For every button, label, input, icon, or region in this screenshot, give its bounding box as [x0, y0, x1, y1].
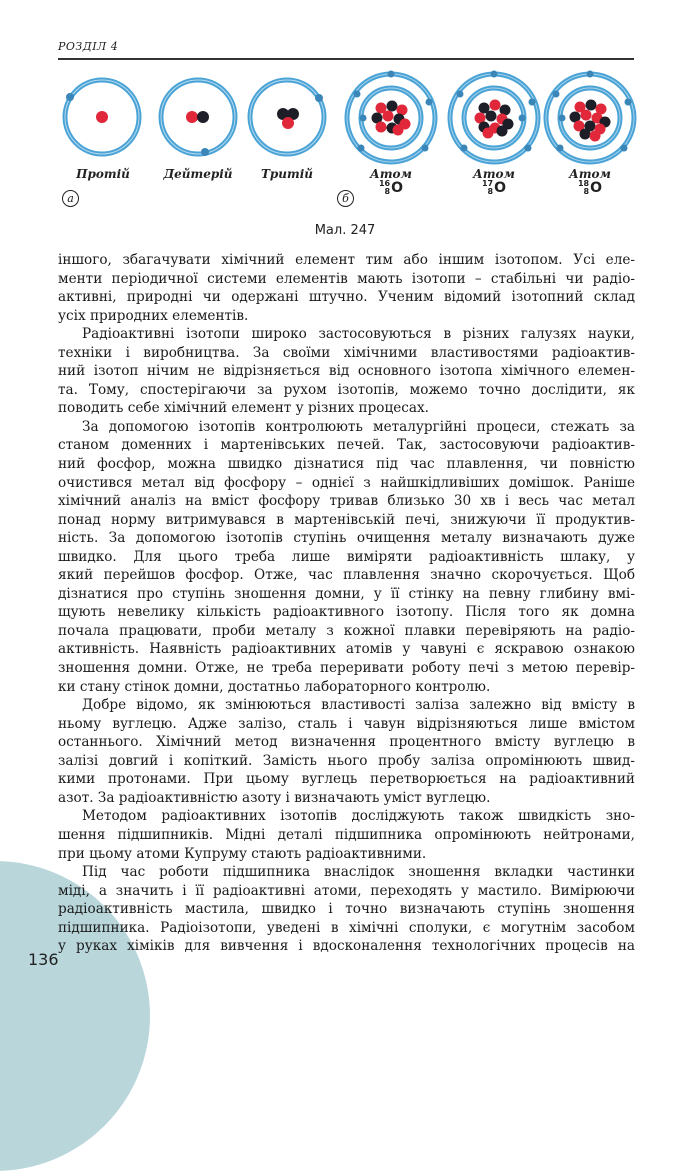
- figure-caption: Мал. 247: [314, 223, 376, 238]
- oxygen-17-atom-icon: [444, 66, 544, 170]
- oxygen-16-atom-icon: [341, 66, 441, 170]
- text-line: менти періодичної системи елементів мають ізотопи – стабільні чи радіо-: [58, 270, 635, 287]
- text-line: радіоактивність мастила, швидко і точно визначають ступінь зношення: [58, 901, 635, 918]
- text-line: ний ізотоп нічим не відрізняється від основного ізотопа хімічного елемен-: [58, 363, 635, 380]
- text-line: активність. Наявність радіоактивних атомів у чавуні є яскравою ознакою: [58, 641, 635, 658]
- text-line: поводить себе хімічний елемент у різних процесах.: [58, 400, 429, 417]
- text-line: останнього. Хімічний метод визначення процентного вмісту вуглецю в: [58, 734, 635, 751]
- protium-atom-icon: [58, 66, 150, 166]
- text-line: щують невелику кількість радіоактивного ізотопу. Після того як домна: [58, 604, 635, 621]
- text-line: дізнатися про ступінь зношення домни, у її стінку на певну глибину вмі-: [58, 585, 635, 602]
- text-line: Методом радіоактивних ізотопів досліджують також швидкість зно-: [82, 808, 635, 825]
- text-line: при цьому атоми Купруму стають радіоактивними.: [58, 845, 427, 862]
- text-line: Добре відомо, як змінюються властивості заліза залежно від вмісту в: [82, 697, 635, 714]
- body-text: [58, 251, 635, 956]
- isotope-oxygen-16: 16 8O: [378, 179, 404, 196]
- text-line: активні, природні чи одержані штучно. Ученим відомий ізотопний склад: [58, 289, 635, 306]
- text-line: ки стану стінок домни, достатньо лабораторного контролю.: [58, 678, 491, 695]
- text-line: у руках хіміків для вивчення і вдосконалення технологічних процесів на: [58, 938, 635, 955]
- label-oxygen-17: Атом: [473, 167, 515, 181]
- panel-b-marker: б: [337, 190, 354, 207]
- text-line: ний фосфор, можна швидко дізнатися під час плавлення, чи повністю: [58, 456, 635, 473]
- tritium-atom-icon: [243, 66, 335, 166]
- text-line: залізі довгий і копіткий. Замість нього пробу заліза опромінюють швид-: [58, 752, 635, 769]
- label-protium: Протій: [76, 167, 130, 181]
- text-line: іншого, збагачувати хімічний елемент тим або іншим ізотопом. Усі еле-: [58, 252, 635, 268]
- header-rule: [58, 58, 634, 60]
- text-line: зношення домни. Отже, не треба переривати роботу печі з метою перевір-: [58, 660, 635, 677]
- text-line: ність. За допомогою ізотопів ступінь очищення металу визначають дуже: [58, 530, 635, 547]
- section-header: РОЗДІЛ 4: [58, 40, 119, 53]
- text-line: шення підшипників. Мідні деталі підшипника опромінюють нейтронами,: [58, 826, 635, 843]
- text-line: техніки і виробництва. За своїми хімічними властивостями радіоактив-: [58, 344, 635, 361]
- text-line: Радіоактивні ізотопи широко застосовуються в різних галузях науки,: [82, 326, 635, 343]
- label-deuterium: Дейтерій: [163, 167, 233, 181]
- text-line: підшипника. Радіоізотопи, уведені в хімічні сполуки, є могутнім засобом: [58, 919, 635, 936]
- label-tritium: Тритій: [260, 167, 314, 181]
- text-line: станом доменних і мартенівських печей. Так, застосовуючи радіоактив-: [58, 437, 635, 454]
- text-line: За допомогою ізотопів контролюють металургійні процеси, стежать за: [82, 418, 635, 435]
- text-line: очистився метал від фосфору – однієї з найшкідливіших домішок. Раніше: [58, 474, 635, 491]
- panel-a-marker: а: [62, 190, 79, 207]
- text-line: та. Тому, спостерігаючи за рухом ізотопів, можемо точно дослідити, як: [58, 381, 635, 398]
- text-line: почала працювати, проби металу з кожної плавки перевіряють на радіо-: [58, 622, 635, 639]
- text-line: кими протонами. При цьому вуглець перетворюється на радіоактивний: [58, 771, 635, 788]
- label-oxygen-18: Атом: [569, 167, 611, 181]
- text-line: швидко. Для цього треба лише виміряти радіоактивність шлаку, у: [58, 548, 635, 565]
- deuterium-atom-icon: [154, 66, 246, 166]
- text-line: Під час роботи підшипника внаслідок зношення вкладки частинки: [82, 864, 635, 881]
- text-line: ньому вуглецю. Адже залізо, сталь і чавун відрізняються лише вмістом: [58, 715, 635, 732]
- text-line: азот. За радіоактивністю азоту і визначають уміст вуглецю.: [58, 789, 491, 806]
- text-line: міді, а значить і її радіоактивні атоми, переходять у мастило. Вимірюючи: [58, 882, 635, 899]
- oxygen-18-atom-icon: [540, 66, 640, 170]
- text-line: хімічний аналіз на вміст фосфору тривав близько 30 хв і весь час метал: [58, 493, 635, 510]
- page-number: 136: [28, 950, 59, 969]
- text-line: усіх природних елементів.: [58, 307, 249, 324]
- isotope-figure: [58, 66, 638, 216]
- text-line: який перейшов фосфор. Отже, час плавлення значно скорочується. Щоб: [58, 567, 635, 584]
- isotope-oxygen-18: 18 8O: [577, 179, 603, 196]
- label-oxygen-16: Атом: [370, 167, 412, 181]
- text-line: понад норму витримувався в мартенівській печі, знижуючи її продуктив-: [58, 511, 635, 528]
- isotope-oxygen-17: 17 8O: [481, 179, 507, 196]
